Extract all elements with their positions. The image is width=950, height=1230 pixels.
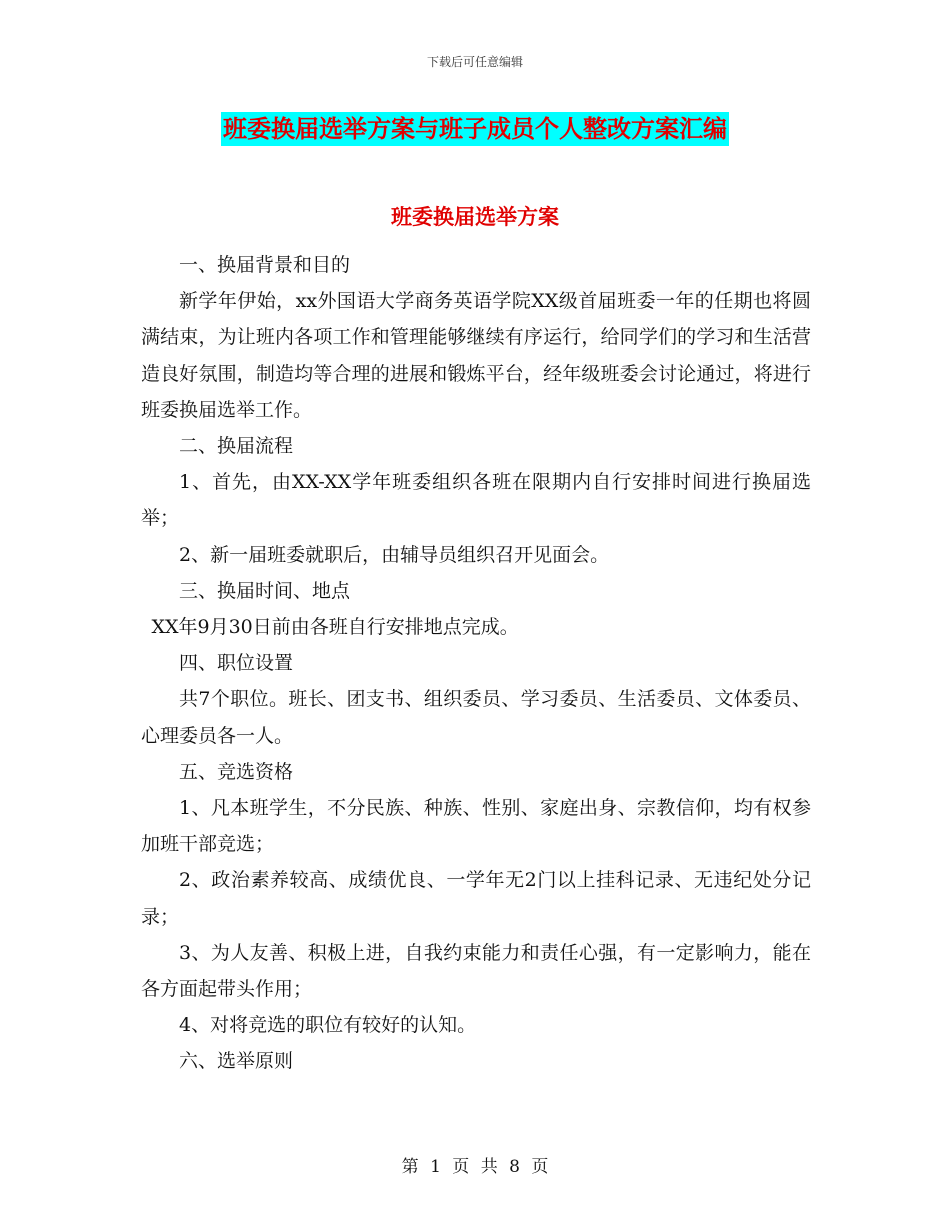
paragraph: 新学年伊始，xx外国语大学商务英语学院XX级首届班委一年的任期也将圆满结束，为让班内各项工作和管理能够继续有序运行，给同学们的学习和生活营造良好氛围，制造均等合理的进展和锻炼平台，经年级班委会讨论通过，将进行班委换届选举工作。 — [141, 290, 811, 421]
paragraph: 1、首先，由XX-XX学年班委组织各班在限期内自行安排时间进行换届选举； — [141, 471, 811, 530]
section-heading: 二、换届流程 — [179, 435, 294, 458]
paragraph: 4、对将竞选的职位有较好的认知。 — [179, 1014, 477, 1037]
paragraph: 2、政治素养较高、成绩优良、一学年无2门以上挂科记录、无违纪处分记录； — [141, 869, 811, 928]
section-heading: 一、换届背景和目的 — [179, 254, 351, 276]
paragraph: 3、为人友善、积极上进，自我约束能力和责任心强，有一定影响力，能在各方面起带头作用； — [141, 941, 811, 1001]
main-title-container — [0, 112, 950, 146]
main-title: 班委换届选举方案与班子成员个人整改方案汇编 — [221, 112, 729, 146]
section-heading: 五、竞选资格 — [179, 760, 294, 783]
paragraph: 1、凡本班学生，不分民族、种族、性别、家庭出身、宗教信仰，均有权参加班干部竞选； — [141, 797, 811, 856]
paragraph: 2、新一届班委就职后，由辅导员组织召开见面会。 — [179, 543, 610, 566]
section-title: 班委换届选举方案 — [391, 205, 559, 229]
section-heading: 四、职位设置 — [179, 652, 294, 675]
paragraph: 共7个职位。班长、团支书、组织委员、学习委员、生活委员、文体委员、心理委员各一人。 — [141, 688, 811, 747]
document-body — [141, 247, 811, 1080]
paragraph: XX年9月30日前由各班自行安排地点完成。 — [151, 616, 519, 639]
section-heading: 三、换届时间、地点 — [179, 579, 351, 602]
header-note: 下载后可任意编辑 — [426, 55, 523, 69]
section-heading: 六、选举原则 — [179, 1050, 294, 1073]
page-footer: 第 1 页 共 8 页 — [401, 1157, 549, 1177]
